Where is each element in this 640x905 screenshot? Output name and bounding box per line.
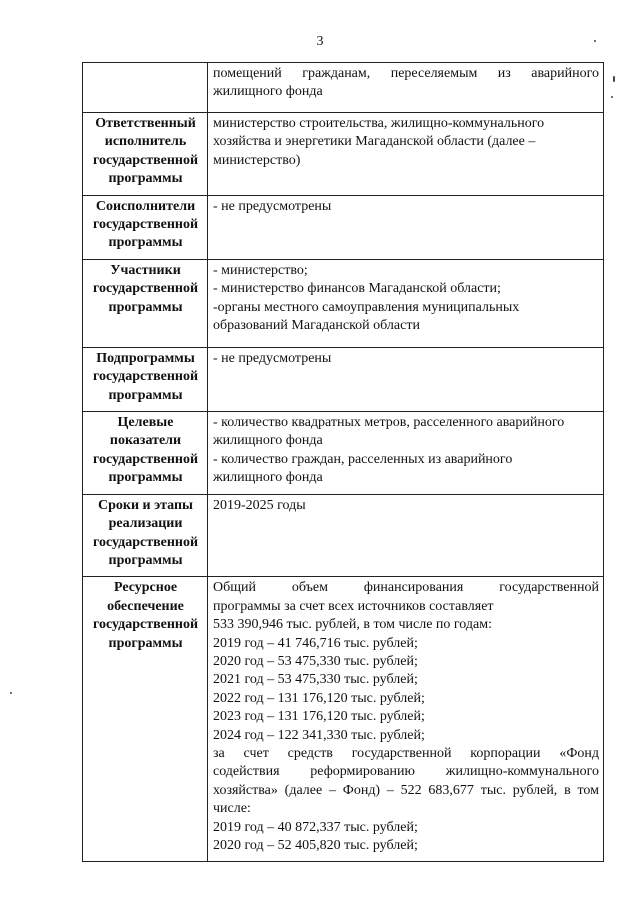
row-label-line: Ответственный bbox=[95, 116, 196, 131]
row-value-line: 2021 год – 53 475,330 тыс. рублей; bbox=[213, 672, 418, 688]
scan-speck bbox=[10, 692, 12, 694]
row-value-cell bbox=[208, 412, 604, 495]
row-value-line: 2020 год – 52 405,820 тыс. рублей; bbox=[213, 838, 418, 853]
row-value-line: 2020 год – 53 475,330 тыс. рублей; bbox=[213, 653, 418, 669]
row-label-line: программы bbox=[108, 299, 183, 315]
passport-row bbox=[83, 577, 604, 862]
row-value-line: 533 390,946 тыс. рублей, в том числе по годам: bbox=[213, 617, 492, 633]
row-value-line: 2019-2025 годы bbox=[213, 497, 306, 513]
row-value-line: хозяйства и энергетики Магаданской области (далее – bbox=[213, 134, 536, 150]
row-value-line: -органы местного самоуправления муниципальных bbox=[213, 299, 520, 315]
row-label-line: Участники bbox=[110, 262, 181, 278]
row-value-line: - не предусмотрены bbox=[213, 350, 332, 366]
row-label-line: реализации bbox=[108, 516, 183, 532]
row-label-line: государственной bbox=[92, 369, 199, 385]
row-label-cell bbox=[83, 63, 208, 113]
row-value-line: содействия реформированию жилищно-коммунального bbox=[213, 764, 599, 780]
scan-speck bbox=[594, 40, 596, 42]
row-value-line: Общий объем финансирования государственной bbox=[213, 580, 599, 596]
row-label-cell bbox=[83, 347, 208, 411]
row-value-line: 2019 год – 41 746,716 тыс. рублей; bbox=[213, 635, 418, 651]
row-label-cell bbox=[83, 195, 208, 259]
passport-row bbox=[83, 494, 604, 577]
row-label-line: государственной bbox=[92, 451, 199, 467]
row-label-line: программы bbox=[108, 552, 183, 568]
row-value-line: - министерство финансов Магаданской области; bbox=[213, 281, 501, 297]
row-value-line: жилищного фонда bbox=[213, 84, 323, 100]
passport-row bbox=[83, 347, 604, 411]
row-label-cell bbox=[83, 412, 208, 495]
row-value-line: помещений гражданам, переселяемым из аварийного bbox=[213, 66, 599, 81]
passport-row bbox=[83, 412, 604, 495]
scan-speck bbox=[613, 76, 615, 82]
row-label-cell bbox=[83, 259, 208, 347]
row-label-line: Ресурсное bbox=[113, 580, 178, 596]
row-value-line: - не предусмотрены bbox=[213, 198, 332, 214]
row-value-line: образований Магаданской области bbox=[213, 318, 420, 334]
row-label-line: государственной bbox=[92, 217, 199, 233]
row-label-line: программы bbox=[108, 235, 183, 251]
row-value-line: 2023 год – 131 176,120 тыс. рублей; bbox=[213, 709, 425, 725]
row-value-line: - министерство; bbox=[213, 262, 308, 278]
row-value-line: числе: bbox=[213, 801, 251, 817]
row-value-cell bbox=[208, 577, 604, 862]
passport-row bbox=[83, 195, 604, 259]
row-value-cell bbox=[208, 259, 604, 347]
row-value-cell bbox=[208, 494, 604, 577]
row-label-cell bbox=[83, 113, 208, 196]
row-value-cell bbox=[208, 63, 604, 113]
row-value-line: 2019 год – 40 872,337 тыс. рублей; bbox=[213, 819, 418, 835]
row-value-cell bbox=[208, 195, 604, 259]
row-label-line: Сроки и этапы bbox=[97, 497, 193, 513]
row-label-line: Целевые bbox=[117, 415, 174, 431]
row-label-line: программы bbox=[108, 635, 183, 651]
row-value-line: министерство) bbox=[213, 152, 301, 168]
passport-row bbox=[83, 259, 604, 347]
row-label-line: Подпрограммы bbox=[96, 350, 195, 366]
row-label-line: программы bbox=[108, 470, 183, 486]
row-value-line: - количество квадратных метров, расселенного аварийного bbox=[213, 415, 565, 431]
row-label-line: исполнитель bbox=[104, 134, 187, 150]
row-label-line: показатели bbox=[109, 433, 182, 449]
row-value-line: - количество граждан, расселенных из аварийного bbox=[213, 451, 513, 467]
program-passport-table bbox=[82, 62, 604, 862]
row-value-line: хозяйства» (далее – Фонд) – 522 683,677 тыс. рублей, в том bbox=[213, 782, 599, 798]
row-label-line: государственной bbox=[92, 281, 199, 297]
scan-speck bbox=[611, 96, 613, 98]
row-value-line: жилищного фонда bbox=[213, 470, 323, 486]
passport-table-body bbox=[83, 63, 604, 862]
row-label-line: Соисполнители bbox=[95, 198, 196, 214]
row-value-line: программы за счет всех источников составляет bbox=[213, 598, 494, 614]
row-label-line: государственной bbox=[92, 534, 199, 550]
row-value-cell bbox=[208, 347, 604, 411]
row-value-line: жилищного фонда bbox=[213, 433, 323, 449]
row-value-line: 2024 год – 122 341,330 тыс. рублей; bbox=[213, 727, 425, 743]
row-value-cell bbox=[208, 113, 604, 196]
row-value-line: министерство строительства, жилищно-коммунального bbox=[213, 116, 545, 131]
row-label-line: программы bbox=[108, 171, 183, 187]
row-value-line: 2022 год – 131 176,120 тыс. рублей; bbox=[213, 690, 425, 706]
passport-row bbox=[83, 63, 604, 113]
passport-row bbox=[83, 113, 604, 196]
row-label-line: обеспечение bbox=[107, 598, 184, 614]
row-value-line: за счет средств государственной корпорации «Фонд bbox=[213, 745, 599, 761]
row-label-line: программы bbox=[108, 387, 183, 403]
row-label-cell bbox=[83, 577, 208, 862]
row-label-line: государственной bbox=[92, 152, 199, 168]
page-number: 3 bbox=[316, 34, 324, 49]
row-label-line: государственной bbox=[92, 617, 199, 633]
row-label-cell bbox=[83, 494, 208, 577]
